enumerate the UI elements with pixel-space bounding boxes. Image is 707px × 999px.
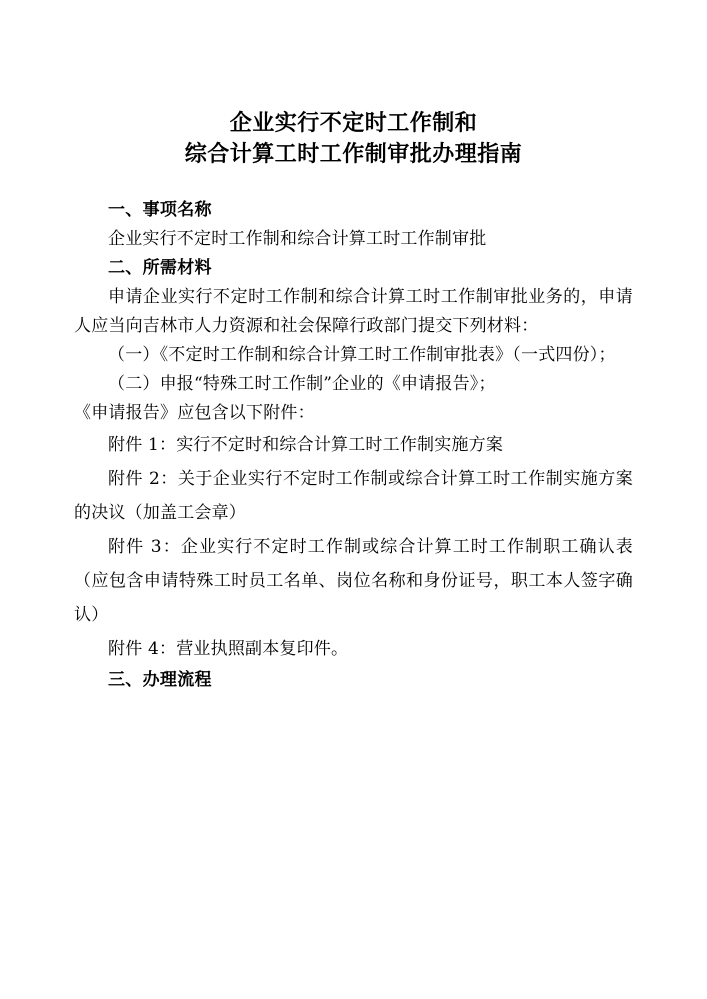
section-2-attachment-4: 附件 4：营业执照副本复印件。	[108, 639, 349, 659]
section-2-attachment-3: 附件 3：企业实行不定时工作制或综合计算工时工作制职工确认表（应包含申请特殊工时员工名单、岗位名称和身份证号，职工本人签字确认）	[74, 537, 633, 625]
section-1-paragraph-1: 企业实行不定时工作制和综合计算工时工作制审批	[108, 229, 487, 249]
section-heading-3: 三、办理流程	[108, 670, 212, 690]
section-2-paragraph-1: 申请企业实行不定时工作制和综合计算工时工作制审批业务的，申请人应当向吉林市人力资源和社会保障行政部门提交下列材料：	[74, 287, 633, 336]
section-2-attachment-1: 附件 1：实行不定时和综合计算工时工作制实施方案	[108, 435, 504, 455]
title-spacer	[74, 170, 633, 196]
section-2-paragraph-3: （二）申报“特殊工时工作制”企业的《申请报告》；	[108, 374, 496, 394]
section-2-paragraph-2: （一）《不定时工作制和综合计算工时工作制审批表》（一式四份）；	[108, 345, 616, 365]
section-heading-1: 一、事项名称	[108, 200, 212, 220]
section-heading-2: 二、所需材料	[108, 258, 212, 278]
page-title	[74, 108, 633, 170]
page-title-line-1: 企业实行不定时工作制和	[229, 110, 478, 136]
section-2-attachment-2: 附件 2：关于企业实行不定时工作制或综合计算工时工作制实施方案的决议（加盖工会章）	[74, 469, 633, 523]
page-title-line-2: 综合计算工时工作制审批办理指南	[184, 141, 523, 167]
section-2-paragraph-4: 《申请报告》应包含以下附件：	[74, 403, 315, 423]
